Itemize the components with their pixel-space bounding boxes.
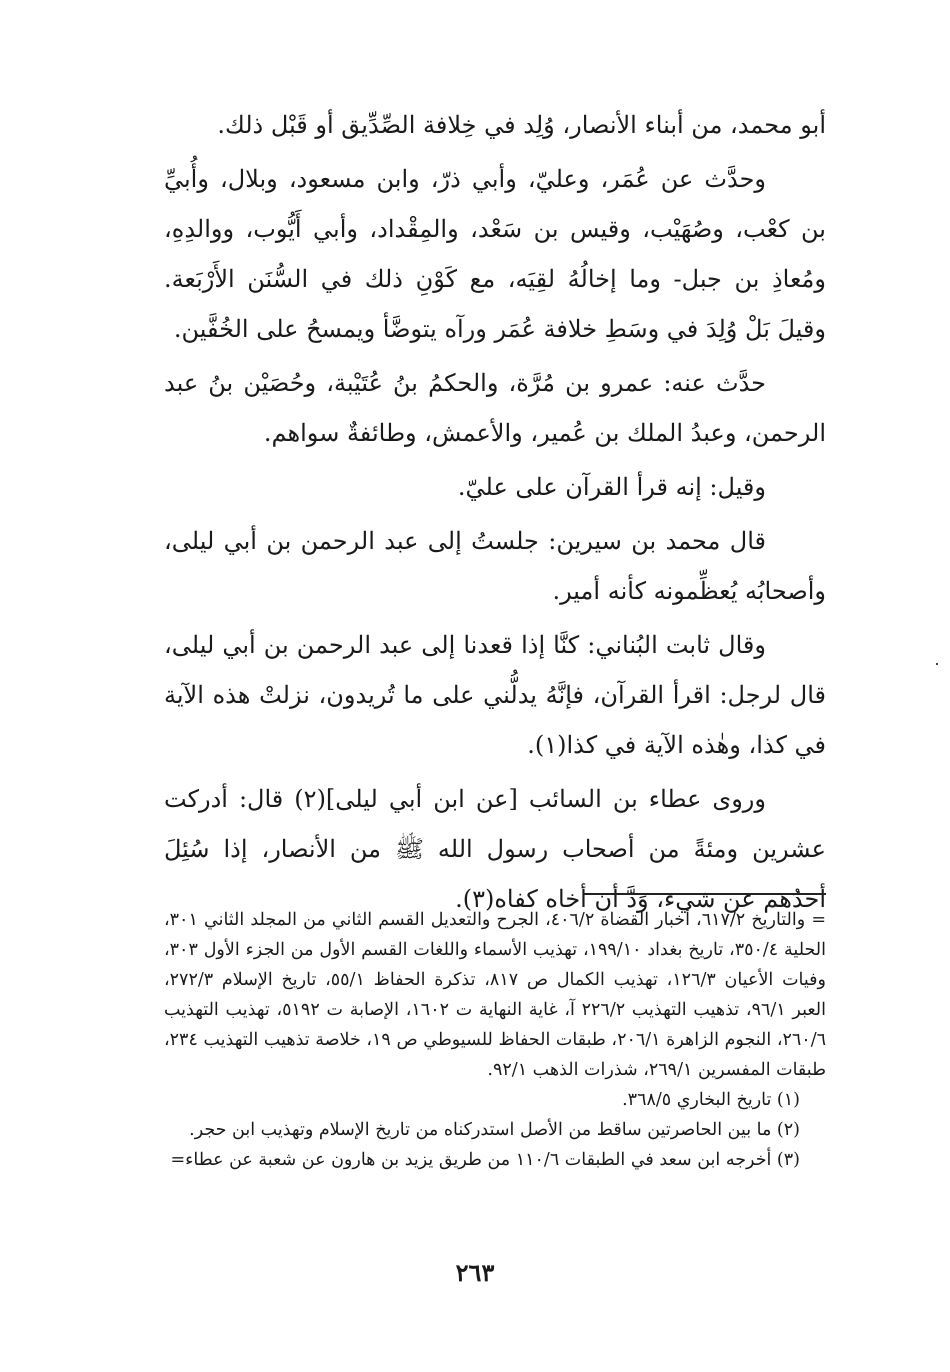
scan-dot [936,663,938,665]
paragraph: أبو محمد، من أبناء الأنصار، وُلِد في خِلافة الصِّدِّيق أو قَبْل ذلك. [217,111,826,139]
footnote-item: (٢) ما بين الحاصرتين ساقط من الأصل استدركناه من تاريخ الإسلام وتهذيب ابن حجر. [189,1120,800,1140]
footnote-item: (١) تاريخ البخاري ٣٦٨/٥. [622,1090,800,1110]
paragraph: حدَّث عنه: عمرو بن مُرَّة، والحكمُ بنُ عُتَيْبة، وحُصَيْن بنُ عبد الرحمن، وعبدُ الملك بن عُمير، والأعمش، وطائفةٌ سواهم. [164,369,826,447]
paragraph: وقيل: إنه قرأ القرآن على عليّ. [457,473,766,501]
paragraph: قال محمد بن سيرين: جلستُ إلى عبد الرحمن بن أبي ليلى، وأصحابُه يُعظِّمونه كأنه أمير. [164,527,826,605]
footnote-separator [584,893,826,895]
footnotes [164,905,826,1175]
main-text [164,100,826,924]
footnote-continuation: = والتاريخ ٦١٧/٢، أخبار القضاة ٤٠٦/٢، الجرح والتعديل القسم الثاني من المجلد الثاني ٣٠١، الحلية ٣٥٠/٤، تاريخ بغداد ١٩٩/١٠، تهذيب الأسماء واللغات القسم الأول من الجزء الأول ٣٠٣، وفيات الأعيان ١٢٦/٣، تهذيب الكمال ص ٨١٧، تذكرة الحفاظ ٥٥/١، تاريخ الإسلام ٢٧٢/٣، العبر ٩٦/١، تذهيب التهذيب ٢٢٦/٢ آ، غاية النهاية ت ١٦٠٢، الإصابة ت ٥١٩٢، تهذيب التهذيب ٢٦٠/٦، النجوم الزاهرة ٢٠٦/١، طبقات الحفاظ للسيوطي ص ١٩، خلاصة تذهيب التهذيب ٢٣٤، طبقات المفسرين ٢٦٩/١، شذرات الذهب ٩٢/١. [164,910,827,1080]
page-number: ٢٦٣ [455,1258,495,1287]
paragraph: وروى عطاء بن السائب [عن ابن أبي ليلى](٢) قال: أدركت عشرين ومئةً من أصحاب رسول الله ﷺ من الأنصار، إذا سُئِلَ أحدُهم عن شيء، وَدَّ أن أخاه كفاه(٣). [164,785,827,913]
paragraph: وقال ثابت البُناني: كنَّا إذا قعدنا إلى عبد الرحمن بن أبي ليلى، قال لرجل: اقرأ القرآن، فإنَّهُ يدلُّني على ما تُريدون، نزلتْ هذه الآية في كذا، وهٰذه الآية في كذا(١). [164,631,826,759]
footnote-item: (٣) أخرجه ابن سعد في الطبقات ١١٠/٦ من طريق يزيد بن هارون عن شعبة عن عطاء= [170,1150,800,1170]
paragraph: وحدَّث عن عُمَر، وعليّ، وأبي ذرّ، وابن مسعود، وبلال، وأُبيِّ بن كعْب، وصُهَيْب، وقيس بن سَعْد، والمِقْداد، وأبي أَيُّوب، ووالدِهِ، ومُعاذِ بن جبل- وما إخالُهُ لقِيَه، مع كَوْنِ ذلك في السُّنَن الأَرْبَعة. وقيلَ بَلْ وُلِدَ في وسَطِ خلافة عُمَر ورآه يتوضَّأ ويمسحُ على الخُفَّين. [164,165,826,343]
